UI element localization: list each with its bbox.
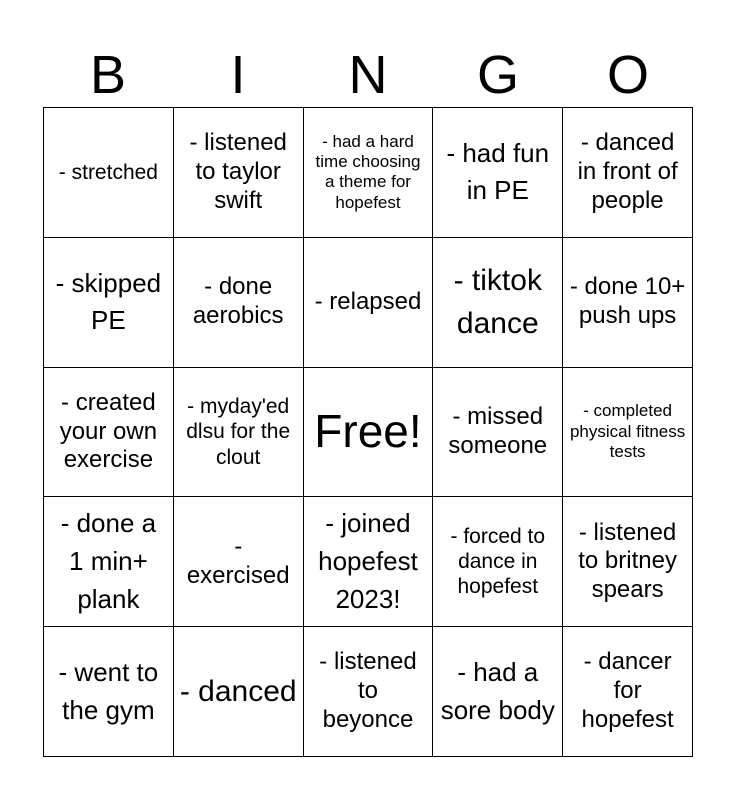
bingo-header xyxy=(43,42,693,108)
bingo-cell-r3-c4[interactable] xyxy=(563,497,693,627)
cell-text: - had a sore body xyxy=(440,656,555,725)
cell-text: - exercised xyxy=(186,532,290,589)
cell-text: - dancer for hopefest xyxy=(581,648,674,733)
cell-text: - missed someone xyxy=(448,403,548,459)
cell-text: - had fun in PE xyxy=(446,137,550,206)
header-letter-b: B xyxy=(89,45,127,105)
cell-text: - joined hopefest 2023! xyxy=(318,508,418,614)
cell-text: - danced xyxy=(179,674,297,708)
bingo-cell-r4-c4[interactable] xyxy=(563,627,693,757)
bingo-cell-r0-c4[interactable] xyxy=(563,108,693,238)
bingo-cell-r4-c2[interactable] xyxy=(304,627,434,757)
bingo-cell-free[interactable] xyxy=(304,368,434,498)
cell-text: - had a hard time choosing a theme for hopefest xyxy=(315,131,421,212)
free-space-text: Free! xyxy=(314,405,422,458)
cell-text: - tiktok dance xyxy=(453,263,542,341)
cell-text: - stretched xyxy=(58,160,158,184)
bingo-cell-r0-c1[interactable] xyxy=(174,108,304,238)
bingo-cell-r3-c3[interactable] xyxy=(433,497,563,627)
bingo-cell-r4-c1[interactable] xyxy=(174,627,304,757)
cell-text: - done aerobics xyxy=(192,273,284,330)
bingo-cell-r2-c4[interactable] xyxy=(563,368,693,498)
bingo-cell-r1-c0[interactable] xyxy=(44,238,174,368)
header-letter-o: O xyxy=(606,45,649,105)
cell-text: - skipped PE xyxy=(55,267,162,336)
bingo-cell-r3-c2[interactable] xyxy=(304,497,434,627)
bingo-cell-r1-c1[interactable] xyxy=(174,238,304,368)
cell-text: - listened to britney spears xyxy=(578,518,677,604)
cell-text: - done 10+ push ups xyxy=(569,273,686,330)
cell-text: - created your own exercise xyxy=(59,388,158,474)
cell-text: - forced to dance in hopefest xyxy=(450,525,546,599)
cell-text: - listened to beyonce xyxy=(319,648,417,733)
cell-text: - went to the gym xyxy=(58,656,159,725)
bingo-cell-r0-c3[interactable] xyxy=(433,108,563,238)
bingo-cell-r2-c1[interactable] xyxy=(174,368,304,498)
cell-text: - relapsed xyxy=(314,287,422,315)
bingo-cell-r4-c0[interactable] xyxy=(44,627,174,757)
cell-text: - danced in front of people xyxy=(577,129,678,214)
bingo-cell-r3-c1[interactable] xyxy=(174,497,304,627)
bingo-cell-r1-c4[interactable] xyxy=(563,238,693,368)
bingo-cell-r2-c3[interactable] xyxy=(433,368,563,498)
cell-text: - completed physical fitness tests xyxy=(569,401,686,462)
bingo-cell-r1-c2[interactable] xyxy=(304,238,434,368)
bingo-cell-r0-c0[interactable] xyxy=(44,108,174,238)
bingo-cell-r0-c2[interactable] xyxy=(304,108,434,238)
bingo-cell-r1-c3[interactable] xyxy=(433,238,563,368)
bingo-cell-r4-c3[interactable] xyxy=(433,627,563,757)
bingo-cell-r3-c0[interactable] xyxy=(44,497,174,627)
header-letter-i: I xyxy=(230,45,246,105)
bingo-cell-r2-c0[interactable] xyxy=(44,368,174,498)
bingo-board xyxy=(43,107,693,757)
header-letter-g: G xyxy=(476,45,519,105)
cell-text: - done a 1 min+ plank xyxy=(60,508,157,614)
cell-text: - myday'ed dlsu for the clout xyxy=(186,395,291,469)
cell-text: - listened to taylor swift xyxy=(189,129,287,214)
header-letter-n: N xyxy=(348,45,388,105)
